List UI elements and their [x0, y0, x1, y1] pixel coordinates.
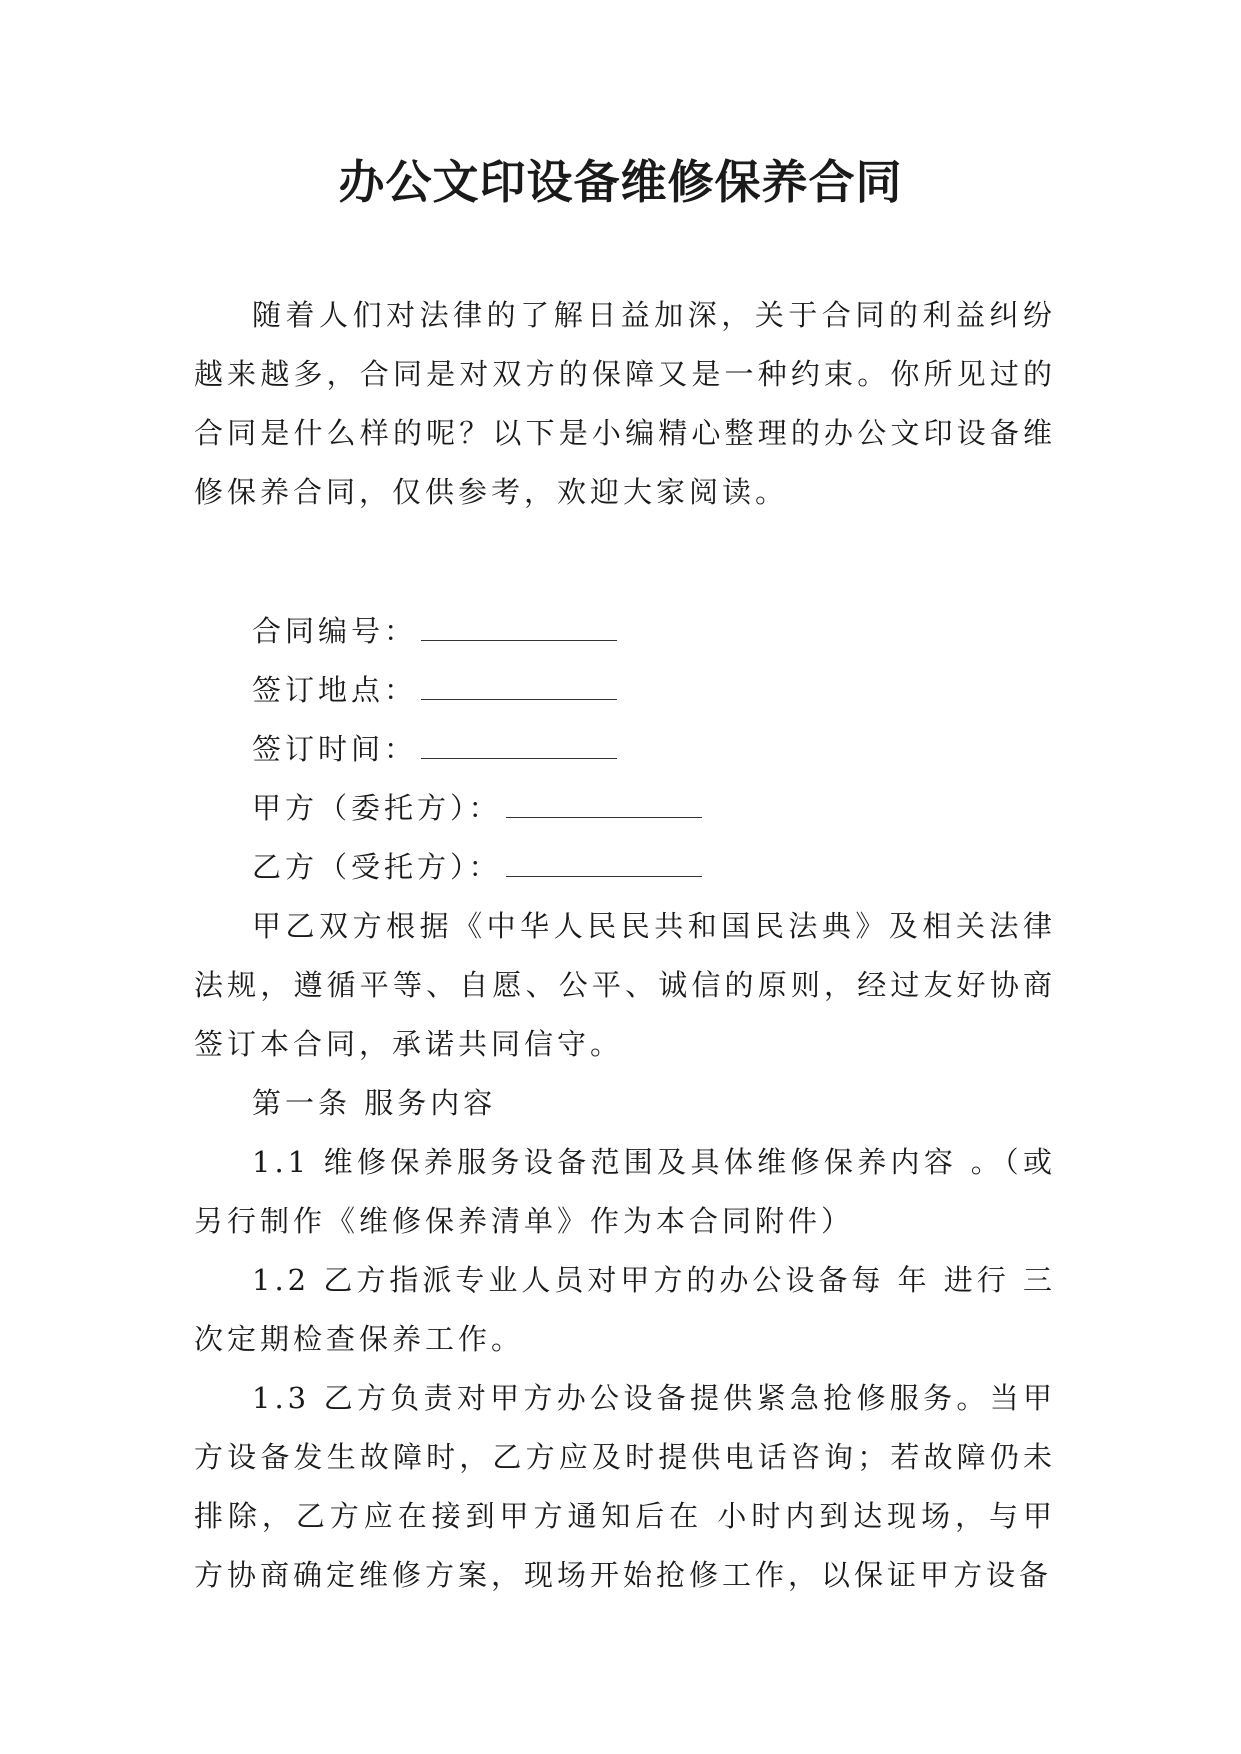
field-signing-time [194, 720, 1056, 779]
clause-1-2: 1.2 乙方指派专业人员对甲方的办公设备每 年 进行 三 次定期检查保养工作。 [194, 1263, 1056, 1356]
field-label: 签订时间： [252, 732, 418, 766]
field-party-a [194, 779, 1056, 838]
contract-fields [194, 602, 1056, 897]
blank-line [506, 789, 702, 818]
field-signing-place [194, 661, 1056, 720]
blank-line [421, 730, 617, 759]
intro-paragraph: 随着人们对法律的了解日益加深，关于合同的利益纠纷越来越多，合同是对双方的保障又是一种约束。你所见过的合同是什么样的呢？以下是小编精心整理的办公文印设备维修保养合同，仅供参考，欢迎大家阅读。 [194, 298, 1056, 509]
clause-1-1: 1.1 维修保养服务设备范围及具体维修保养内容 。（或另行制作《维修保养清单》作为本合同附件） [194, 1145, 1056, 1238]
preamble-paragraph: 甲乙双方根据《中华人民民共和国民法典》及相关法律法规，遵循平等、自愿、公平、诚信的原则，经过友好协商签订本合同，承诺共同信守。 [194, 909, 1056, 1061]
field-label: 合同编号： [252, 614, 418, 648]
field-label: 乙方（受托方）： [252, 850, 502, 884]
field-label: 签订地点： [252, 673, 418, 707]
blank-line [421, 612, 617, 641]
document-title: 办公文印设备维修保养合同 [338, 155, 903, 209]
blank-line [421, 671, 617, 700]
paragraph-gap [194, 522, 1056, 602]
field-label: 甲方（委托方）： [252, 791, 502, 825]
article-1-heading: 第一条 服务内容 [252, 1086, 497, 1120]
blank-line [506, 848, 702, 877]
clause-1-3: 1.3 乙方负责对甲方办公设备提供紧急抢修服务。当甲方设备发生故障时，乙方应及时提供电话咨询；若故障仍未排除，乙方应在接到甲方通知后在 小时内到达现场，与甲方协商确定维修方案，现场开始抢修工作，以保证甲方设备 [194, 1381, 1056, 1592]
field-party-b [194, 838, 1056, 897]
document-body [194, 286, 1056, 1605]
field-contract-number [194, 602, 1056, 661]
